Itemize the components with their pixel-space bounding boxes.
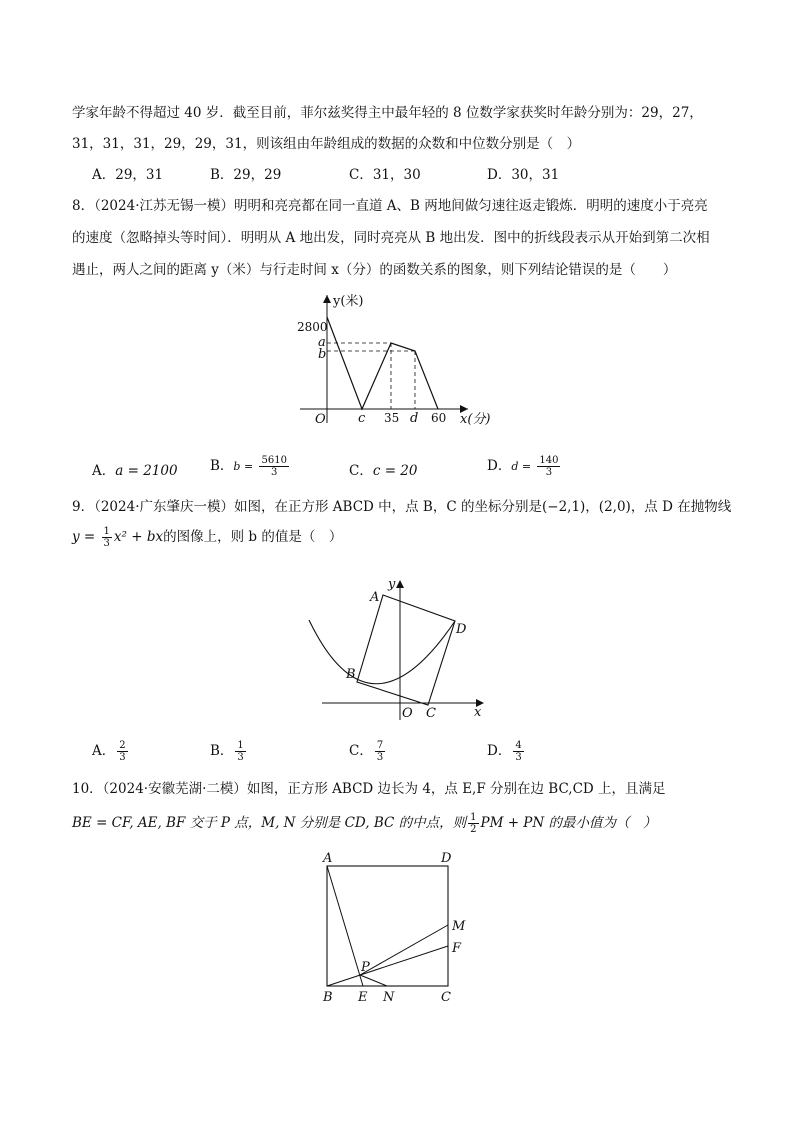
q10-denominator: 2 xyxy=(470,824,477,835)
q7-option-b: B．29，29 xyxy=(210,167,282,183)
q10-text-line-2 xyxy=(72,812,657,835)
q10-label-n: N xyxy=(383,990,395,1005)
q9-option-a-numerator: 2 xyxy=(119,740,126,751)
q9-option-c-letter: C． xyxy=(349,743,373,759)
q9-option-c-fraction xyxy=(375,740,385,763)
q9-square-parabola-figure xyxy=(300,572,500,722)
q8-option-b-denominator: 3 xyxy=(271,467,278,478)
q8-option-d-fraction xyxy=(537,455,560,478)
q10-label-f: F xyxy=(452,941,462,956)
q8-x-tick-c: c xyxy=(358,411,366,426)
q8-text-line-3: 遇止，两人之间的距离 y（米）与行走时间 x（分）的函数关系的图象，则下列结论错误的是（ ） xyxy=(72,262,677,278)
q9-text-line-2-tail: 的图像上，则 b 的值是（ ） xyxy=(163,529,343,545)
q8-option-d-letter: D． xyxy=(487,458,512,474)
q7-option-c: C．31，30 xyxy=(349,167,421,183)
q8-text-line-2: 的速度（忽略掉头等时间）．明明从 A 地出发，同时亮亮从 B 地出发．图中的折线段表示从开始到第二次相 xyxy=(72,230,710,246)
q10-label-c: C xyxy=(441,990,451,1005)
q9-label-y: y xyxy=(388,577,396,592)
q9-option-d-numerator: 4 xyxy=(515,740,522,751)
q8-x-tick-60: 60 xyxy=(431,411,447,425)
q9-option-a-letter: A． xyxy=(92,743,116,759)
q9-text-line-2 xyxy=(72,526,342,549)
q9-option-c-denominator: 3 xyxy=(376,752,384,763)
q10-label-e: E xyxy=(358,990,368,1005)
q9-option-d-denominator: 3 xyxy=(515,752,522,763)
q9-option-a xyxy=(92,740,130,763)
q10-square-figure xyxy=(315,848,485,1008)
q9-option-b-numerator: 1 xyxy=(237,740,244,751)
q8-distance-time-graph xyxy=(290,285,510,430)
q9-option-c xyxy=(349,740,387,763)
q8-y-tick-a: a xyxy=(318,335,326,350)
q8-option-d-denominator: 3 xyxy=(545,467,553,478)
q8-option-c-letter: C． xyxy=(349,463,373,479)
q10-label-b: B xyxy=(323,990,333,1005)
q8-option-b xyxy=(210,455,291,478)
q9-option-d-fraction xyxy=(513,740,523,763)
q9-equation-denominator: 3 xyxy=(103,538,110,549)
q9-coords: (−2,1)，(2,0) xyxy=(541,499,631,515)
q8-option-b-letter: B． xyxy=(210,458,234,474)
q7-option-a: A．29，31 xyxy=(92,167,164,183)
q8-y-tick-b: b xyxy=(318,347,327,362)
q8-option-a-expr: a = 2100 xyxy=(115,463,178,479)
q7-option-d: D．30，31 xyxy=(487,167,560,183)
q9-label-b: B xyxy=(346,667,356,682)
q9-label-c: C xyxy=(426,706,436,721)
q9-option-b-fraction xyxy=(235,740,245,763)
q8-origin-label: O xyxy=(315,412,326,427)
q9-equation-numerator: 1 xyxy=(103,526,110,537)
q8-option-d-numerator: 140 xyxy=(539,455,559,466)
q10-label-a: A xyxy=(323,851,333,866)
q9-text-line-1-a: 9．（2024·广东肇庆一模）如图，在正方形 ABCD 中，点 B，C 的坐标分别是 xyxy=(72,499,542,515)
q10-text-line-2-b: PM + PN 的最小值为（ ） xyxy=(480,815,657,831)
q9-option-a-denominator: 3 xyxy=(119,752,126,763)
q10-label-p: P xyxy=(361,960,370,975)
q7-text-line-1: 学家年龄不得超过 40 岁．截至目前，菲尔兹奖得主中最年轻的 8 位数学家获奖时年龄分别为：29，27， xyxy=(72,105,703,121)
q8-x-axis-label: x(分) xyxy=(460,412,491,427)
q8-y-tick-2800: 2800 xyxy=(297,320,328,334)
q7-text-line-2: 31，31，31，29，29，31，则该组由年龄组成的数据的众数和中位数分别是（ ） xyxy=(72,136,581,152)
q8-option-b-numerator: 5610 xyxy=(261,455,287,466)
q8-text-line-1: 8．（2024·江苏无锡一模）明明和亮亮都在同一直道 A、B 两地间做匀速往返走锻炼．明明的速度小于亮亮 xyxy=(72,198,708,214)
q8-option-b-fraction xyxy=(259,455,288,478)
q9-label-x: x xyxy=(474,705,482,720)
q9-equation-y: y = xyxy=(72,529,96,545)
q10-text-line-2-a: BE = CF, AE, BF 交于 P 点，M, N 分别是 CD, BC 的中点，则 xyxy=(72,815,467,831)
q9-option-b-letter: B． xyxy=(210,743,234,759)
q9-option-a-fraction xyxy=(117,740,127,763)
q8-x-tick-35: 35 xyxy=(384,411,400,425)
q8-option-d-var: d = xyxy=(511,460,532,473)
q9-equation-rest: x² + bx xyxy=(113,529,164,545)
q8-option-c-expr: c = 20 xyxy=(372,463,418,479)
q9-option-b-denominator: 3 xyxy=(237,752,244,763)
q9-label-a: A xyxy=(370,590,380,605)
q9-option-d xyxy=(487,740,526,763)
q10-text-line-1: 10．（2024·安徽芜湖·二模）如图，正方形 ABCD 边长为 4，点 E,F 分别在边 BC,CD 上，且满足 xyxy=(72,781,666,797)
q9-text-line-1 xyxy=(72,497,731,517)
q8-x-tick-d: d xyxy=(410,411,419,426)
q9-label-o: O xyxy=(402,706,413,721)
q8-option-d xyxy=(487,455,562,478)
q10-label-m: M xyxy=(452,919,466,934)
q10-fraction xyxy=(468,812,478,835)
q8-option-a xyxy=(92,461,178,481)
q9-text-line-1-b: ，点 D 在抛物线 xyxy=(630,499,732,515)
q8-option-b-var: b = xyxy=(233,460,254,473)
q10-label-d: D xyxy=(441,851,452,866)
q9-option-c-numerator: 7 xyxy=(376,740,384,751)
q9-option-d-letter: D． xyxy=(487,743,512,759)
q10-numerator: 1 xyxy=(470,812,477,823)
q9-equation-fraction xyxy=(102,526,112,549)
q8-option-c xyxy=(349,461,417,481)
q9-option-b xyxy=(210,740,248,763)
q8-option-a-letter: A． xyxy=(92,463,116,479)
q9-label-d: D xyxy=(456,622,467,637)
q8-y-axis-label: y(米) xyxy=(333,294,364,309)
